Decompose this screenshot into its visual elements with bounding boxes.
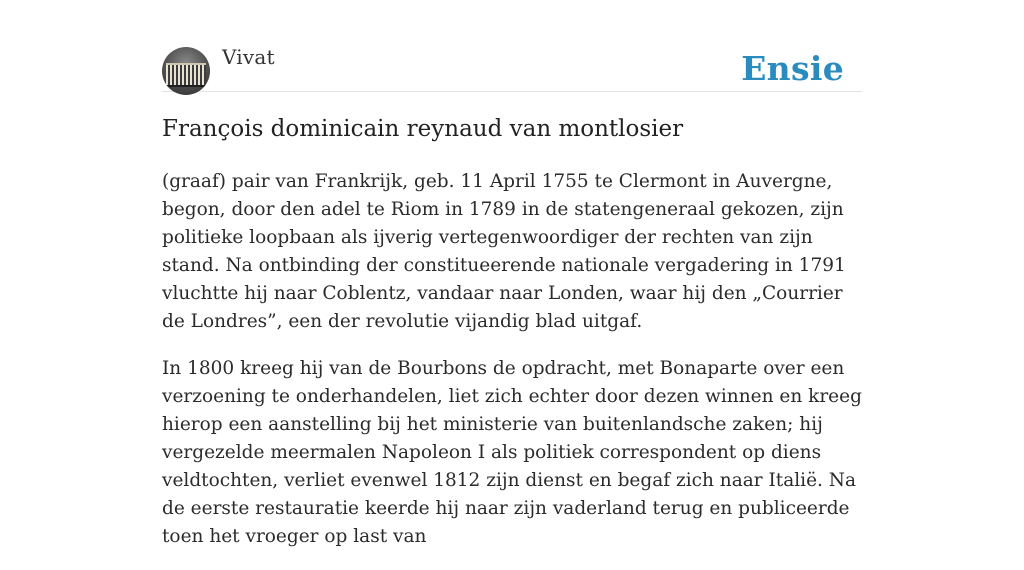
article-body: [162, 168, 862, 570]
site-header: [162, 0, 862, 92]
page-title: François dominicain reynaud van montlosier: [162, 116, 684, 142]
site-name-link[interactable]: Vivat: [222, 45, 275, 69]
bookshelf-avatar-icon: [166, 63, 206, 87]
page-container: [162, 0, 862, 547]
article-paragraph: (graaf) pair van Frankrijk, geb. 11 April 1755 te Clermont in Auvergne, begon, door den adel te Riom in 1789 in de statengeneraal gekozen, zijn politieke loopbaan als ijverig vertegenwoordiger der rechten van zijn stand. Na ontbinding der constitueerende nationale vergadering in 1791 vluchtte hij naar Coblentz, vandaar naar Londen, waar hij den „Courrier de Londres”, een der revolutie vijandig blad uitgaf.: [162, 171, 846, 332]
site-avatar[interactable]: [162, 47, 210, 95]
brand-logo-link[interactable]: Ensie: [741, 49, 844, 88]
article-paragraph: In 1800 kreeg hij van de Bourbons de opdracht, met Bonaparte over een verzoening te onderhandelen, liet zich echter door dezen winnen en kreeg hierop een aanstelling bij het ministerie van buitenlandsche zaken; hij vergezelde meermalen Napoleon I als politiek correspondent op diens veldtochten, verliet evenwel 1812 zijn dienst en begaf zich naar Italië. Na de eerste restauratie keerde hij naar zijn vaderland terug en publiceerde toen het vroeger op last van: [162, 358, 862, 547]
